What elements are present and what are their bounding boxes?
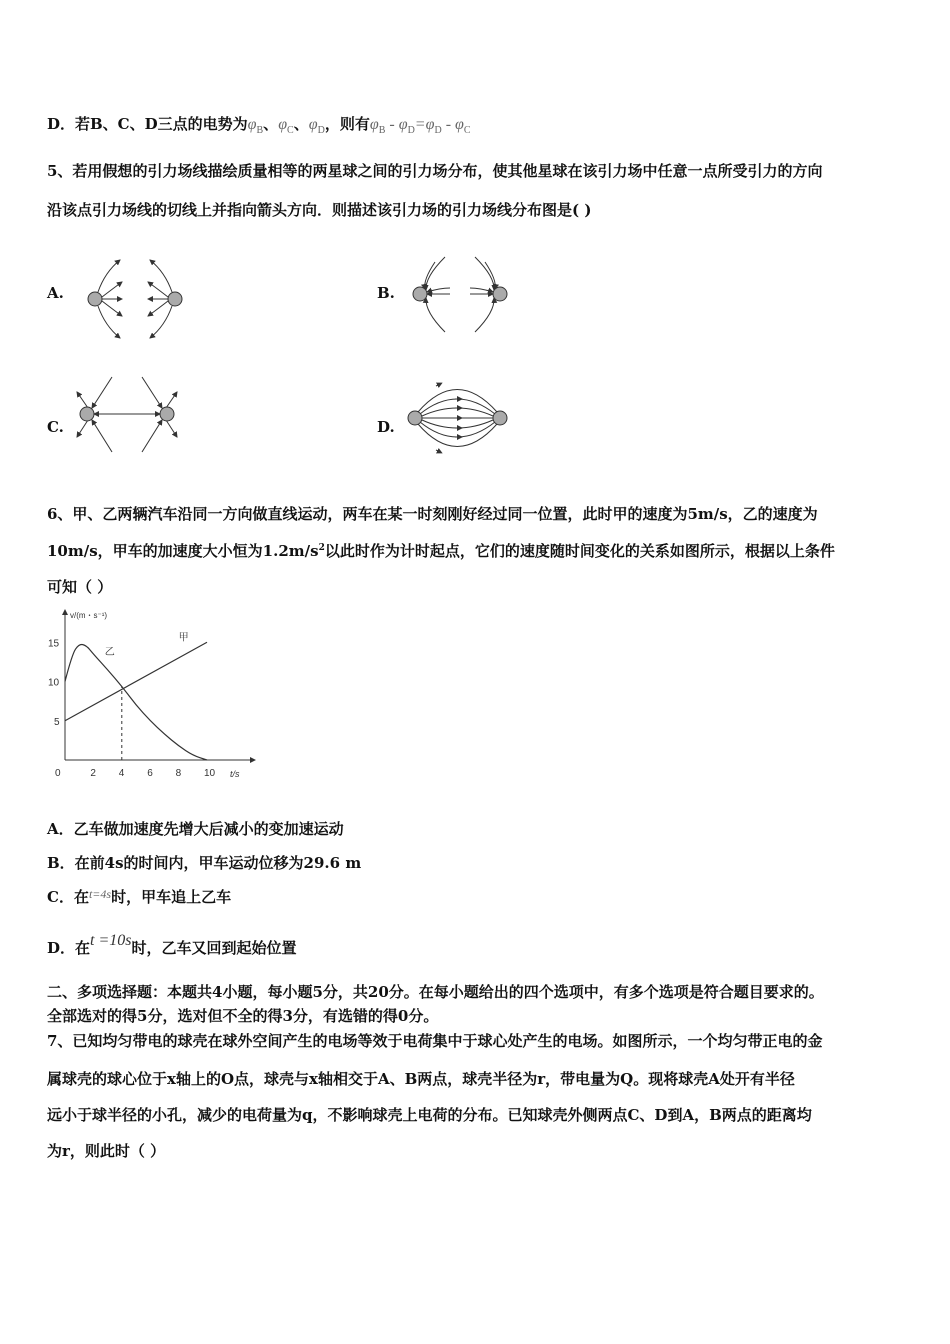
y-tick-label: 5 — [54, 716, 60, 728]
q5-option-a-label: A. — [47, 284, 64, 302]
x-tick-label: 10 — [204, 768, 216, 779]
q5-line-2: 沿该点引力场线的切线上并指向箭头方向．则描述该引力场的引力场线分布图是( ) — [47, 201, 592, 219]
field-diagram-c — [72, 372, 182, 462]
q5-line-1: 5、若用假想的引力场线描绘质量相等的两星球之间的引力场分布，使其他星球在该引力场中任意一点所受引力的方向 — [47, 162, 823, 180]
x-tick-label: 8 — [175, 768, 182, 779]
q7-line-4: 为r，则此时（ ） — [47, 1142, 166, 1160]
y-tick-label: 15 — [48, 638, 60, 650]
q7-line-3: 远小于球半径的小孔，减少的电荷量为q，不影响球壳上电荷的分布。已知球壳外侧两点C、D到A，B两点的距离均 — [47, 1106, 812, 1124]
section2-line-1: 二、多项选择题：本题共4小题，每小题5分，共20分。在每小题给出的四个选项中，有多个选项是符合题目要求的。 — [47, 983, 824, 1001]
q6-line-2: 10m/s，甲车的加速度大小恒为$1.2m/s^2$以此时作为计时起点，它们的速度随时间变化的关系如图所示，根据以上条件 — [47, 542, 835, 560]
q4-option-d: D．若B、C、D三点的电势为$\varphi_B$、$\varphi_C$、$\varphi_D$，则有$\varphi_B - \varphi_D=\varphi_D - \varphi_C$ — [47, 115, 471, 137]
series-yi-label: 乙 — [104, 646, 115, 658]
q6-line-3: 可知（ ） — [47, 578, 113, 596]
field-diagram-a — [80, 252, 190, 347]
q6-option-d: D．在t =10s时，乙车又回到起始位置 — [47, 932, 297, 957]
y-tick-label: 10 — [48, 677, 60, 689]
x-axis-label: t/s — [230, 769, 240, 779]
phi-d-symbol: $\varphi_D$ — [308, 116, 325, 137]
q6-option-a: A．乙车做加速度先增大后减小的变加速运动 — [47, 820, 344, 838]
section2-line-2: 全部选对的得5分，选对但不全的得3分，有选错的得0分。 — [47, 1007, 439, 1025]
x-tick-label: 2 — [90, 768, 96, 779]
q5-option-d-label: D. — [377, 418, 395, 436]
velocity-time-chart — [40, 605, 260, 785]
q7-line-2: 属球壳的球心位于x轴上的O点，球壳与x轴相交于A、B两点，球壳半径为r，带电量为Q。现将球壳A处开有半径 — [47, 1070, 795, 1088]
q5-option-c-label: C. — [47, 418, 64, 436]
q6-line-1: 6、甲、乙两辆汽车沿同一方向做直线运动，两车在某一时刻刚好经过同一位置，此时甲的速度为5m/s，乙的速度为 — [47, 505, 818, 523]
q6-option-c: C．在$^{t=4s}$时，甲车追上乙车 — [47, 887, 232, 906]
x-tick-label: 0 — [55, 768, 61, 779]
q7-line-1: 7、已知均匀带电的球壳在球外空间产生的电场等效于电荷集中于球心处产生的电场。如图所示，一个均匀带正电的金 — [47, 1032, 823, 1050]
series-jia-label: 甲 — [178, 632, 189, 644]
series-yi-line — [65, 645, 207, 760]
x-tick-label: 4 — [118, 768, 125, 779]
relation-formula: $\varphi_B - \varphi_D=\varphi_D - \varphi_C$ — [369, 116, 471, 137]
phi-b-symbol: $\varphi_B$ — [247, 116, 264, 137]
field-diagram-d — [400, 372, 515, 462]
x-tick-label: 6 — [147, 768, 153, 779]
field-diagram-b — [405, 252, 515, 347]
q5-option-b-label: B. — [377, 284, 395, 302]
phi-c-symbol: $\varphi_C$ — [278, 116, 294, 137]
q6-option-b: B．在前4s的时间内，甲车运动位移为29.6 m — [47, 854, 362, 872]
y-axis-label: v/(m・s⁻¹) — [70, 611, 108, 620]
series-jia-line — [65, 642, 207, 721]
